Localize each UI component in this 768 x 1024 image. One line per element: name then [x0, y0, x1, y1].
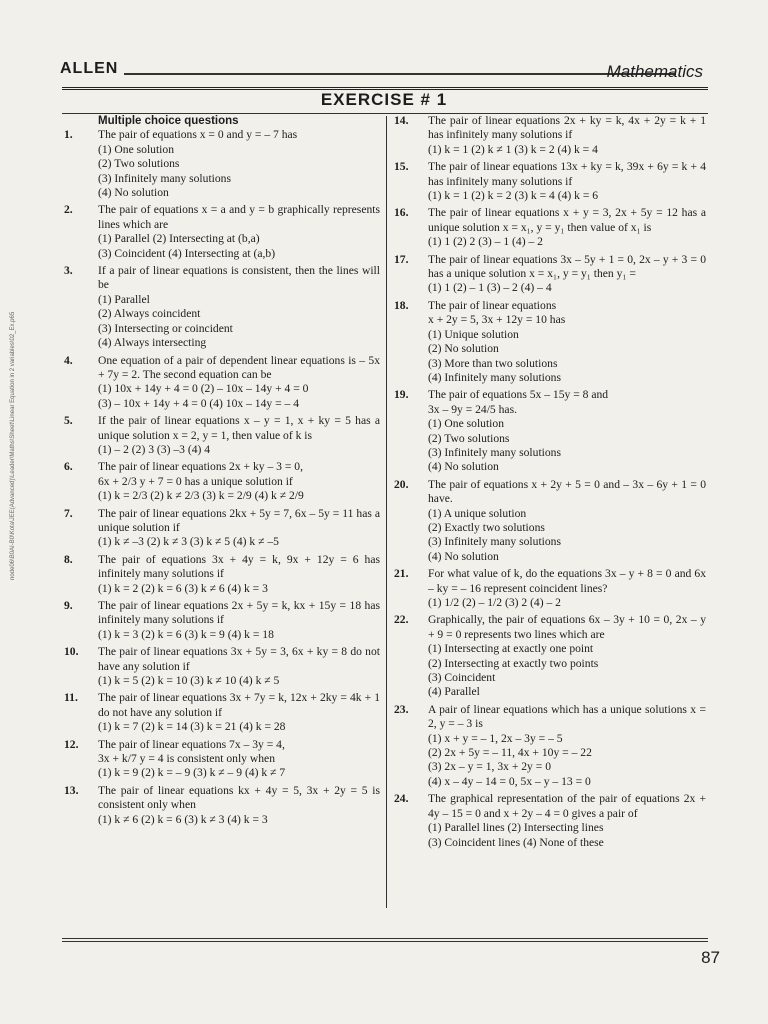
question-line: (1) k = 5 (2) k = 10 (3) k ≠ 10 (4) k ≠ 5 — [98, 674, 280, 688]
question-text: The pair of equations 3x + 4y = k, 9x + 12y = 6 has infinitely many solutions if — [98, 552, 380, 581]
question-line: (3) Infinitely many solutions — [428, 535, 561, 549]
question-text: The pair of equations x = a and y = b graphically represents lines which are — [98, 203, 380, 231]
question-number: 5. — [64, 414, 73, 428]
question-line: (2) Intersecting at exactly two points — [428, 656, 599, 670]
question-number: 13. — [64, 783, 79, 797]
question-item — [394, 299, 706, 385]
question-line: (1) One solution — [428, 417, 504, 431]
question-line: (4) Always intersecting — [98, 336, 207, 350]
question-number: 19. — [394, 388, 409, 402]
right-column — [394, 114, 706, 853]
exercise-title: EXERCISE # 1 — [320, 90, 448, 109]
question-line: (2) 2x + 5y = – 11, 4x + 10y = – 22 — [428, 746, 592, 760]
column-divider — [386, 116, 387, 908]
question-line: (1) k = 9 (2) k = – 9 (3) k ≠ – 9 (4) k ≠ 7 — [98, 766, 286, 780]
question-number: 7. — [64, 506, 73, 520]
question-item — [64, 264, 380, 350]
question-number: 8. — [64, 552, 73, 566]
question-line: (1) Parallel — [98, 292, 150, 306]
question-line: (1) k ≠ 6 (2) k = 6 (3) k ≠ 3 (4) k = 3 — [98, 812, 268, 826]
question-line: (1) k = 2 (2) k = 6 (3) k ≠ 6 (4) k = 3 — [98, 581, 268, 595]
question-text: The pair of linear equations 3x + 5y = 3, 6x + ky = 8 do not have any solution if — [98, 645, 380, 673]
question-item — [64, 738, 380, 781]
question-number: 14. — [394, 114, 409, 127]
question-line: (3) Infinitely many solutions — [98, 171, 231, 185]
question-number: 22. — [394, 613, 409, 627]
question-text: The pair of equations x + 2y + 5 = 0 and – 3x – 6y + 1 = 0 have. — [428, 477, 706, 506]
question-item — [394, 114, 706, 157]
question-number: 9. — [64, 599, 73, 612]
question-line: (2) No solution — [428, 342, 499, 356]
question-number: 20. — [394, 477, 409, 491]
question-text: A pair of linear equations which has a unique solutions x = 2, y = – 3 is — [428, 702, 706, 731]
question-line: (4) No solution — [428, 549, 499, 563]
question-line: (3) 2x – y = 1, 3x + 2y = 0 — [428, 760, 551, 774]
question-line: (1) k = 2/3 (2) k ≠ 2/3 (3) k = 2/9 (4) k ≠ 2/9 — [98, 489, 304, 503]
question-number: 3. — [64, 264, 73, 278]
question-number: 1. — [64, 128, 73, 142]
question-item — [394, 478, 706, 564]
question-line: (4) No solution — [98, 186, 169, 200]
question-text: The pair of linear equations x + y = 3, 2x + 5y = 12 has a unique solution x = x₁, y = y₁ then value of x₁ is — [428, 206, 706, 234]
question-number: 24. — [394, 792, 409, 806]
question-text: If the pair of linear equations x – y = 1, x + ky = 5 has a unique solution x = 2, y = 1, then value of k is — [98, 414, 380, 442]
question-text: The pair of linear equations 2x + ky = k, 4x + 2y = k + 1 has infinitely many solutions if — [428, 114, 706, 142]
side-file-path: node06\B0AI-B0\Kota\JEE(Advanced)\Leader\Maths\Sheet\Linear Equation in 2 variables\02_Ex.p65 — [10, 311, 16, 580]
question-line: (3) Intersecting or coincident — [98, 321, 233, 335]
question-item — [64, 507, 380, 550]
question-line: (1) 1 (2) 2 (3) – 1 (4) – 2 — [428, 235, 543, 249]
question-line: (2) Always coincident — [98, 307, 201, 321]
question-text: One equation of a pair of dependent linear equations is – 5x + 7y = 2. The second equation can be — [98, 353, 380, 381]
question-line: (2) Exactly two solutions — [428, 520, 545, 534]
question-text: The pair of linear equations 2kx + 5y = 7, 6x – 5y = 11 has a unique solution if — [98, 506, 380, 534]
subject-title: Mathematics — [606, 62, 703, 81]
question-text: The pair of linear equations 2x + 5y = k, kx + 15y = 18 has infinitely many solutions if — [98, 599, 380, 627]
right-question-list — [394, 114, 706, 853]
question-line: (1) – 2 (2) 3 (3) –3 (4) 4 — [98, 442, 211, 456]
question-number: 18. — [394, 298, 409, 312]
question-line: 3x – 9y = 24/5 has. — [428, 402, 517, 416]
question-line: (1) 1 (2) – 1 (3) – 2 (4) – 4 — [428, 281, 552, 295]
question-line: (1) Parallel (2) Intersecting at (b,a) — [98, 232, 260, 246]
page-number: 87 — [701, 948, 720, 967]
question-item — [394, 388, 706, 474]
question-text: The pair of linear equations 2x + ky – 3 = 0, — [98, 460, 303, 474]
brand-logo: ALLEN — [60, 60, 119, 77]
question-line: (4) Parallel — [428, 685, 480, 699]
question-line: 3x + k/7 y = 4 is consistent only when — [98, 752, 275, 766]
question-line: (1) 1/2 (2) – 1/2 (3) 2 (4) – 2 — [428, 596, 561, 609]
question-item — [394, 792, 706, 850]
question-item — [64, 128, 380, 200]
question-line: (1) k ≠ –3 (2) k ≠ 3 (3) k ≠ 5 (4) k ≠ –5 — [98, 535, 279, 549]
question-line: (1) k = 7 (2) k = 14 (3) k = 21 (4) k = 28 — [98, 720, 286, 734]
question-number: 2. — [64, 203, 73, 217]
question-item — [64, 203, 380, 261]
header-rule — [124, 73, 676, 75]
question-text: The pair of linear equations 3x + 7y = k, 12x + 2ky = 4k + 1 do not have any solution if — [98, 691, 380, 719]
question-line: (2) Two solutions — [428, 431, 510, 445]
question-text: Graphically, the pair of equations 6x – 3y + 10 = 0, 2x – y + 9 = 0 represents two lines which are — [428, 613, 706, 641]
question-line: (1) One solution — [98, 142, 174, 156]
question-text: The pair of linear equations 13x + ky = k, 39x + 6y = k + 4 has infinitely many solutions if — [428, 160, 706, 188]
question-line: (1) Intersecting at exactly one point — [428, 642, 594, 656]
question-line: (1) k = 1 (2) k ≠ 1 (3) k = 2 (4) k = 4 — [428, 142, 598, 156]
question-number: 16. — [394, 206, 409, 220]
question-item — [64, 691, 380, 734]
question-line: (4) Infinitely many solutions — [428, 370, 561, 384]
question-item — [64, 553, 380, 596]
question-text: For what value of k, do the equations 3x – y + 8 = 0 and 6x – ky = – 16 represent coincident lines? — [428, 567, 706, 595]
question-line: (1) k = 3 (2) k = 6 (3) k = 9 (4) k = 18 — [98, 627, 274, 641]
left-question-list — [64, 128, 380, 830]
left-column — [64, 114, 380, 830]
question-item — [394, 160, 706, 203]
question-item — [64, 460, 380, 503]
question-item — [394, 613, 706, 699]
question-item — [394, 703, 706, 789]
footer-rule — [62, 938, 708, 942]
question-text: The pair of linear equations 3x – 5y + 1 = 0, 2x – y + 3 = 0 has a unique solution x = x₁, y = y₁ then y₁ = — [428, 252, 706, 281]
question-line: (2) Two solutions — [98, 157, 180, 171]
question-item — [394, 253, 706, 296]
question-text: The pair of linear equations — [428, 298, 557, 312]
question-line: (1) k = 1 (2) k = 2 (3) k = 4 (4) k = 6 — [428, 189, 599, 203]
question-text: The graphical representation of the pair of equations 2x + 4y – 15 = 0 and x + 2y – 4 = 0 gives a pair of — [428, 792, 706, 820]
question-item — [64, 354, 380, 412]
question-number: 12. — [64, 737, 79, 751]
question-item — [394, 567, 706, 610]
question-item — [394, 206, 706, 249]
question-line: (1) x + y = – 1, 2x – 3y = – 5 — [428, 731, 563, 745]
question-number: 6. — [64, 460, 73, 474]
question-text: The pair of linear equations kx + 4y = 5, 3x + 2y = 5 is consistent only when — [98, 783, 380, 812]
question-item — [64, 645, 380, 688]
question-line: 6x + 2/3 y + 7 = 0 has a unique solution if — [98, 474, 293, 488]
question-line: (1) A unique solution — [428, 506, 527, 520]
question-number: 21. — [394, 567, 409, 581]
question-line: (1) Parallel lines (2) Intersecting lines — [428, 821, 604, 835]
question-text: The pair of equations x = 0 and y = – 7 has — [98, 128, 298, 142]
question-number: 11. — [64, 691, 78, 705]
question-item — [64, 784, 380, 827]
question-text: The pair of equations 5x – 15y = 8 and — [428, 388, 609, 402]
question-text: The pair of linear equations 7x – 3y = 4, — [98, 737, 285, 751]
section-label: Multiple choice questions — [98, 115, 239, 127]
question-number: 10. — [64, 645, 79, 659]
question-line: (3) Coincident lines (4) None of these — [428, 835, 604, 849]
question-number: 15. — [394, 160, 409, 174]
question-line: (4) No solution — [428, 460, 499, 474]
question-text: If a pair of linear equations is consistent, then the lines will be — [98, 264, 380, 292]
question-line: (1) 10x + 14y + 4 = 0 (2) – 10x – 14y + 4 = 0 — [98, 382, 309, 396]
question-number: 23. — [394, 702, 409, 716]
question-number: 17. — [394, 252, 409, 266]
question-line: (4) x – 4y – 14 = 0, 5x – y – 13 = 0 — [428, 774, 591, 788]
question-line: (3) Coincident (4) Intersecting at (a,b) — [98, 246, 276, 260]
question-line: (3) More than two solutions — [428, 356, 558, 370]
question-item — [64, 599, 380, 642]
question-number: 4. — [64, 353, 73, 367]
question-line: (1) Unique solution — [428, 327, 519, 341]
question-item — [64, 414, 380, 457]
question-line: (3) – 10x + 14y + 4 = 0 (4) 10x – 14y = – 4 — [98, 396, 300, 410]
question-line: x + 2y = 5, 3x + 12y = 10 has — [428, 313, 566, 327]
question-line: (3) Coincident — [428, 671, 496, 685]
question-line: (3) Infinitely many solutions — [428, 445, 561, 459]
